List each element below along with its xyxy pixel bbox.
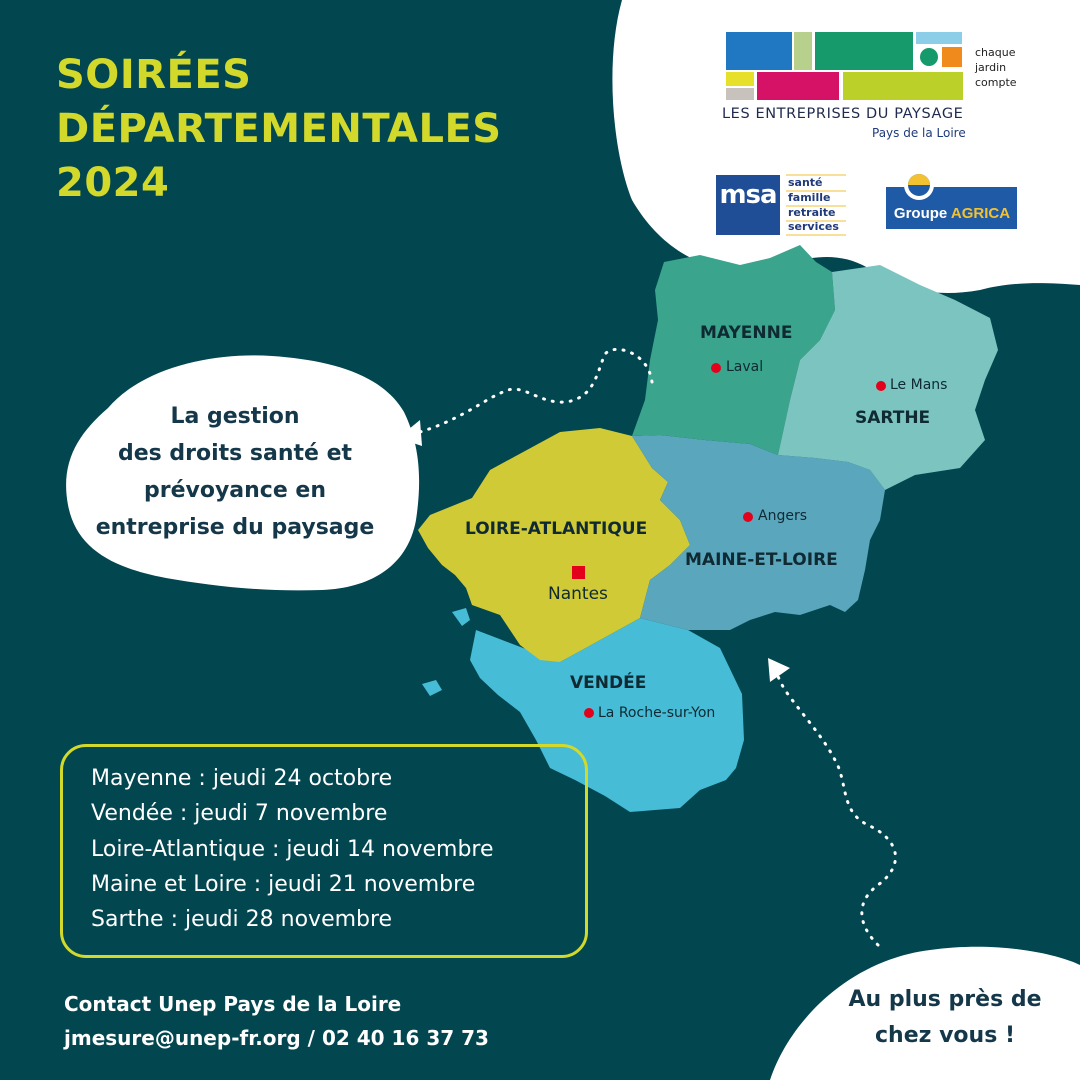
paysage-logo-name: LES ENTREPRISES DU PAYSAGE xyxy=(722,106,964,122)
agrica-prefix: Groupe xyxy=(893,205,948,222)
speech-bubble-left xyxy=(80,398,390,546)
bubble-left-line-1: La gestion xyxy=(170,404,300,429)
label-sarthe: SARTHE xyxy=(855,408,931,428)
title-line-1: SOIRÉES xyxy=(56,52,252,98)
label-angers: Angers xyxy=(758,508,807,524)
dates-box xyxy=(60,744,588,958)
msa-line-1: santé xyxy=(788,176,823,189)
nantes-marker xyxy=(572,566,585,579)
paysage-slogan-1: chaque xyxy=(975,46,1016,59)
label-mayenne: MAYENNE xyxy=(700,323,793,343)
island-yeu xyxy=(422,680,442,696)
bubble-left-line-2: des droits santé et xyxy=(117,441,353,466)
paysage-slogan-3: compte xyxy=(975,76,1017,89)
contact-details: jmesure@unep-fr.org / 02 40 16 37 73 xyxy=(64,1026,489,1050)
laval-marker xyxy=(711,363,721,373)
le-mans-marker xyxy=(876,381,886,391)
msa-line-2: famille xyxy=(788,191,831,204)
date-item-vendee: Vendée : jeudi 7 novembre xyxy=(91,801,388,826)
msa-line-3: retraite xyxy=(788,206,836,219)
bubble-right-line-2: chez vous ! xyxy=(875,1023,1015,1048)
speech-bubble-right xyxy=(820,982,1070,1054)
contact-title: Contact Unep Pays de la Loire xyxy=(64,992,402,1016)
paysage-logo-region: Pays de la Loire xyxy=(872,126,966,140)
bubble-right-line-1: Au plus près de xyxy=(848,987,1042,1012)
date-item-sarthe: Sarthe : jeudi 28 novembre xyxy=(91,907,393,932)
page-title xyxy=(56,48,502,210)
date-item-maine-et-loire: Maine et Loire : jeudi 21 novembre xyxy=(91,872,476,897)
title-line-2: DÉPARTEMENTALES xyxy=(56,106,502,152)
island-noirmoutier xyxy=(452,608,470,626)
title-line-3: 2024 xyxy=(56,160,170,206)
label-nantes: Nantes xyxy=(548,584,608,604)
label-la-roche-sur-yon: La Roche-sur-Yon xyxy=(598,705,716,721)
dotted-arrow-right xyxy=(776,672,895,945)
paysage-slogan-2: jardin xyxy=(975,61,1007,74)
dotted-arrow-left xyxy=(420,349,652,432)
label-maine-et-loire: MAINE-ET-LOIRE xyxy=(685,550,838,570)
bubble-left-line-4: entreprise du paysage xyxy=(95,515,375,540)
label-loire-atlantique: LOIRE-ATLANTIQUE xyxy=(465,519,648,539)
label-vendee: VENDÉE xyxy=(570,673,647,693)
agrica-logo-text xyxy=(888,205,1016,222)
angers-marker xyxy=(743,512,753,522)
agrica-highlight: AGRICA xyxy=(950,205,1011,222)
la-roche-marker xyxy=(584,708,594,718)
label-le-mans: Le Mans xyxy=(890,377,948,393)
label-laval: Laval xyxy=(726,359,764,375)
date-item-mayenne: Mayenne : jeudi 24 octobre xyxy=(91,766,393,791)
msa-wordmark: msa xyxy=(719,180,777,210)
bubble-left-line-3: prévoyance en xyxy=(143,478,327,503)
msa-line-4: services xyxy=(788,220,839,233)
date-item-loire-atlantique: Loire-Atlantique : jeudi 14 novembre xyxy=(91,837,494,862)
